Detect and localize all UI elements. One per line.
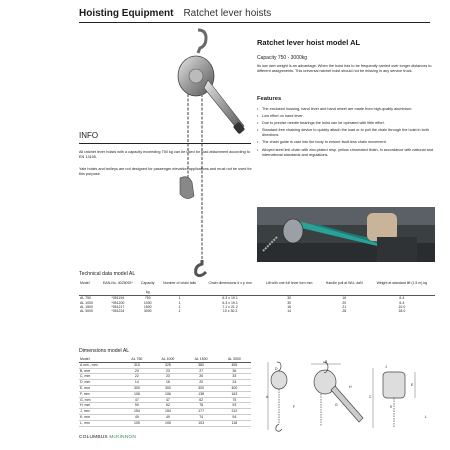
dimension-label: E bbox=[411, 383, 414, 387]
header-section: Hoisting Equipment bbox=[79, 8, 174, 19]
table-cell: 400 bbox=[231, 385, 238, 390]
column-header: Number of chain falls bbox=[158, 281, 202, 296]
table-cell: 27 bbox=[199, 368, 204, 373]
table-cell: 28 bbox=[342, 309, 347, 314]
table-cell: 1000 bbox=[143, 300, 152, 305]
features-heading: Features bbox=[257, 96, 282, 102]
table-cell: 18.0 bbox=[398, 309, 406, 314]
column-header: Model bbox=[79, 281, 98, 296]
table-row bbox=[79, 420, 251, 426]
table-cell: AL 750 bbox=[80, 296, 91, 301]
dims-table-heading: Dimensions model AL bbox=[79, 348, 130, 354]
feature-item: • Alloyed steel link chain with zinc-plated resp. yellow chromated finish, in accordance with national and international standards and regulations. bbox=[257, 148, 435, 158]
table-cell: 1 bbox=[178, 300, 181, 305]
table-cell: 20 bbox=[134, 368, 139, 373]
header-divider bbox=[79, 22, 430, 23]
table-cell: 300 bbox=[165, 385, 171, 390]
info-paragraph: All ratchet lever hoists with a capacity exceeding 750 kg can be used for load attachment according to EN 13155. bbox=[79, 150, 250, 160]
table-cell: 16 bbox=[287, 305, 292, 310]
table-cell: 154 bbox=[133, 409, 140, 414]
table-cell: 6.3 x 19.1 bbox=[222, 300, 238, 305]
table-cell: 24 bbox=[232, 380, 237, 385]
table-cell: 6.3 x 19.1 bbox=[222, 296, 238, 301]
info-divider bbox=[79, 143, 251, 144]
table-cell: *051224 bbox=[111, 309, 125, 314]
column-header: AL 1500 bbox=[185, 357, 218, 362]
table-cell: 23 bbox=[165, 374, 170, 379]
feature-item: • Standard free chaining device to quickly attach the load or to pull the chain through the hoist in both directions. bbox=[257, 128, 435, 138]
column-header: Model bbox=[79, 357, 122, 362]
table-cell: 315 bbox=[133, 362, 140, 367]
table-cell: 1 bbox=[178, 296, 181, 301]
table-cell: L, mm bbox=[80, 420, 90, 425]
column-header: AL 1000 bbox=[151, 357, 184, 362]
table-cell: 325 bbox=[165, 362, 171, 367]
table-cell: 49 bbox=[134, 414, 139, 419]
table-cell: 212 bbox=[231, 409, 238, 414]
table-cell: 14 bbox=[287, 309, 292, 314]
table-cell: 59 bbox=[134, 403, 139, 408]
table-cell: AL 1500 bbox=[80, 305, 93, 310]
table-cell: 138 bbox=[198, 391, 205, 396]
table-cell: J, mm bbox=[80, 409, 90, 414]
table-header-row bbox=[79, 281, 435, 296]
table-cell: 93 bbox=[232, 403, 237, 408]
table-cell: 23 bbox=[165, 368, 170, 373]
table-cell: 7.1 x 21.2 bbox=[222, 305, 238, 310]
table-cell: AL 3000 bbox=[80, 309, 93, 314]
table-cell: 78 bbox=[199, 403, 204, 408]
table-cell: 14 bbox=[134, 380, 139, 385]
info-heading: INFO bbox=[79, 131, 99, 140]
table-cell: 47 bbox=[134, 397, 139, 402]
dimension-label: J bbox=[385, 365, 387, 369]
table-cell: D, mm bbox=[80, 380, 91, 385]
table-cell: 26 bbox=[199, 374, 204, 379]
table-cell: G, mm bbox=[80, 397, 91, 402]
table-cell: 49 bbox=[165, 414, 170, 419]
product-capacity: Capacity 750 - 3000kg bbox=[257, 55, 308, 61]
logo-text-b: McKINNON bbox=[109, 435, 136, 440]
tech-data-table bbox=[79, 281, 435, 314]
table-cell: 6.4 bbox=[399, 296, 405, 301]
table-cell: C, mm bbox=[80, 374, 91, 379]
column-header: Weight at standard lift (1.5 m) kg bbox=[369, 281, 435, 296]
table-row bbox=[79, 309, 435, 313]
table-cell: AL 1000 bbox=[80, 300, 93, 305]
dimension-label: F bbox=[293, 405, 296, 409]
table-cell: 20 bbox=[199, 380, 204, 385]
table-cell: 21 bbox=[342, 305, 347, 310]
table-cell: 6.4 bbox=[399, 300, 405, 305]
table-cell: 105 bbox=[165, 420, 171, 425]
table-cell: 16 bbox=[342, 296, 347, 301]
table-cell: 177 bbox=[198, 409, 205, 414]
table-cell: 30 bbox=[287, 296, 292, 301]
features-list bbox=[257, 107, 435, 160]
table-cell: 62 bbox=[165, 403, 170, 408]
table-cell: 47 bbox=[165, 397, 170, 402]
table-cell: 16 bbox=[165, 380, 170, 385]
table-cell: 20 bbox=[342, 300, 347, 305]
dimension-label: L bbox=[425, 415, 427, 419]
table-cell: *051217 bbox=[111, 305, 125, 310]
feature-item: • Low effort on hand lever. bbox=[257, 114, 435, 119]
dimension-label: H bbox=[349, 385, 352, 389]
table-cell: 103 bbox=[198, 420, 205, 425]
table-cell: 1 bbox=[178, 309, 181, 314]
table-cell: 22 bbox=[134, 374, 139, 379]
table-cell: F, mm bbox=[80, 391, 90, 396]
info-paragraph: Yale hoists and trolleys are not designed for passenger elevation applications and must not be used for this purpose. bbox=[79, 167, 252, 177]
product-title: Ratchet lever hoist model AL bbox=[257, 38, 361, 47]
table-cell: 750 bbox=[144, 296, 151, 301]
table-cell: 163 bbox=[231, 391, 238, 396]
table-cell: 30 bbox=[287, 300, 292, 305]
table-cell: 62 bbox=[199, 397, 204, 402]
table-cell: A min., mm bbox=[80, 362, 98, 367]
feature-item: • Due to precise needle bearings the hoist can be operated with little effort. bbox=[257, 121, 435, 126]
column-header: Capacity kg bbox=[138, 281, 158, 296]
brand-logo bbox=[79, 435, 136, 440]
table-cell: 74 bbox=[199, 414, 204, 419]
column-header: AL 750 bbox=[122, 357, 151, 362]
table-cell: B, mm bbox=[80, 368, 91, 373]
table-cell: 106 bbox=[133, 391, 140, 396]
table-cell: 75 bbox=[232, 397, 237, 402]
table-cell: 1 bbox=[178, 305, 181, 310]
dimension-label: K bbox=[390, 405, 393, 409]
table-cell: 1500 bbox=[143, 305, 152, 310]
table-cell: 3000 bbox=[143, 309, 152, 314]
table-cell: K, mm bbox=[80, 414, 91, 419]
table-cell: 36 bbox=[232, 368, 237, 373]
table-cell: H, mm bbox=[80, 403, 91, 408]
dimension-label: D bbox=[275, 367, 278, 371]
table-cell: E, mm bbox=[80, 385, 91, 390]
table-cell: 455 bbox=[231, 362, 238, 367]
table-cell: 105 bbox=[133, 420, 140, 425]
tech-table-heading: Technical data model AL bbox=[79, 271, 136, 277]
table-cell: 300 bbox=[198, 385, 205, 390]
column-header: Lift with one full lever turn mm bbox=[259, 281, 320, 296]
application-photo bbox=[257, 207, 435, 262]
table-cell: 154 bbox=[165, 409, 171, 414]
column-header: EAN-No. 4025092* bbox=[98, 281, 138, 296]
page-header bbox=[79, 8, 271, 19]
table-cell: *051200 bbox=[111, 300, 125, 305]
dimensions-table bbox=[79, 357, 251, 427]
feature-item: • The enclosed housing, hand lever and hand wheel are made from high-quality aluminium. bbox=[257, 107, 435, 112]
logo-text-a: COLUMBUS bbox=[79, 435, 110, 440]
table-cell: 10.0 bbox=[398, 305, 406, 310]
table-cell: 380 bbox=[198, 362, 205, 367]
column-header: Chain dimensions d x p mm bbox=[202, 281, 259, 296]
table-cell: 118 bbox=[231, 420, 238, 425]
product-intro: Its low own weight is an advantage. When the hoist has to be frequently carried over longer distances to different assignments. This universal ratchet hoist should not be missing in any service truck. bbox=[257, 64, 432, 74]
column-header: AL 3000 bbox=[218, 357, 251, 362]
dimension-drawings bbox=[265, 358, 435, 434]
table-cell: 300 bbox=[133, 385, 140, 390]
header-subsection: Ratchet lever hoists bbox=[183, 8, 272, 19]
dimension-label: C bbox=[369, 395, 372, 399]
table-cell: 10 x 30.2 bbox=[222, 309, 238, 314]
feature-item: • The chain guide is cast into the body to ensure fault-less chain movement. bbox=[257, 140, 435, 145]
dimension-label: A bbox=[266, 395, 269, 399]
table-cell: *051194 bbox=[111, 296, 125, 301]
dimension-label: B bbox=[325, 360, 328, 364]
table-cell: 94 bbox=[232, 414, 237, 419]
column-header: Handle pull at WLL daN bbox=[320, 281, 369, 296]
dimension-label: G bbox=[335, 403, 338, 407]
table-cell: 106 bbox=[165, 391, 171, 396]
table-cell: 33 bbox=[232, 374, 237, 379]
